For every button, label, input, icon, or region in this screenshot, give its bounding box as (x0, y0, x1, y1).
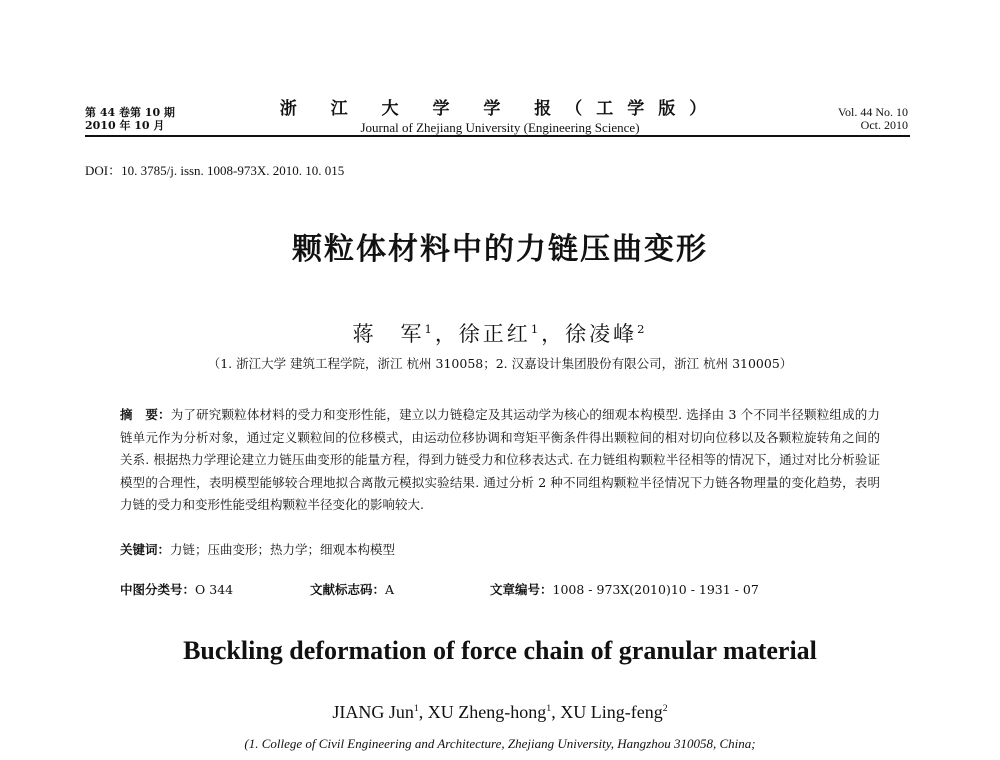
keywords-text: 力链；压曲变形；热力学；细观本构模型 (170, 542, 396, 557)
journal-name-cn: 浙 江 大 学 学 报（工学版） (279, 99, 721, 119)
author-2-affil-mark: 1 (530, 322, 542, 336)
volume-issue: 第 44 卷第 10 期 (85, 106, 175, 119)
author-3: ，徐凌峰 (541, 322, 638, 346)
doc-code-item (310, 580, 394, 598)
authors-cn (0, 318, 1000, 348)
paper-title-cn: 颗粒体材料中的力链压曲变形 (292, 232, 708, 267)
abstract-cn (120, 404, 880, 517)
keywords-label: 关键词： (120, 542, 171, 557)
header-rule (85, 135, 910, 137)
issue-date: 2010 年 10 月 (85, 119, 165, 132)
article-number-item (490, 580, 759, 598)
author-1-en-affil-mark: 1 (413, 703, 419, 714)
author-3-affil-mark: 2 (637, 322, 648, 336)
author-1-en: JIANG Jun (332, 702, 414, 722)
issue-date-en: Oct. 2010 (860, 118, 908, 132)
paper-title-en: Buckling deformation of force chain of granular material (183, 636, 817, 665)
affiliation-cn: （1. 浙江大学 建筑工程学院，浙江 杭州 310058；2. 汉嘉设计集团股份有限公司，浙江 杭州 310005） (207, 356, 793, 371)
affiliation-en: (1. College of Civil Engineering and Architecture, Zhejiang University, Hangzhou 310058, China; (244, 736, 756, 751)
author-2-en: , XU Zheng-hong (418, 702, 547, 722)
author-3-en: , XU Ling-feng (551, 702, 663, 722)
keywords-cn (120, 540, 395, 558)
author-1-affil-mark: 1 (424, 322, 435, 336)
abstract-label: 摘 要： (120, 407, 171, 422)
authors-en (0, 702, 1000, 723)
abstract-text: 为了研究颗粒体材料的受力和变形性能，建立以力链稳定及其运动学为核心的细观本构模型. 选择由 3 个不同半径颗粒组成的力链单元作为分析对象，通过定义颗粒间的位移模式，由运动位移协调和弯矩平衡条件得出颗粒间的相对切向位移以及各颗粒旋转角之间的关系. 根据热力学理论建立力链压曲变形的能量方程，得到力链受力和位移表达式. 在力链组构颗粒半径相等的情况下，通过对比分析验证模型的合理性，表明模型能够较合理地拟合离散元模拟实验结果. 通过分析 2 种不同组构颗粒半径情况下力链各物理量的变化趋势，表明力链的受力和变形性能受组构颗粒半径变化的影响较大. (120, 407, 880, 512)
doc-code-label: 文献标志码： (310, 582, 386, 597)
article-number-value: 1008 - 973X(2010)10 - 1931 - 07 (552, 582, 759, 597)
author-1: 蒋 军 (352, 322, 425, 346)
clc-item (120, 580, 233, 598)
journal-volume-info-en (838, 106, 908, 132)
journal-name-en: Journal of Zhejiang University (Engineering Science) (360, 120, 640, 135)
doi-line: DOI：10. 3785/j. issn. 1008-973X. 2010. 10. 015 (85, 163, 345, 178)
volume-issue-en: Vol. 44 No. 10 (837, 105, 908, 119)
doc-code-value: A (385, 582, 395, 597)
article-number-label: 文章编号： (490, 582, 553, 597)
author-2: ，徐正红 (434, 322, 531, 346)
clc-label: 中图分类号： (120, 582, 196, 597)
clc-value: O 344 (195, 582, 234, 597)
author-2-en-affil-mark: 1 (546, 703, 552, 714)
author-3-en-affil-mark: 2 (662, 703, 668, 714)
